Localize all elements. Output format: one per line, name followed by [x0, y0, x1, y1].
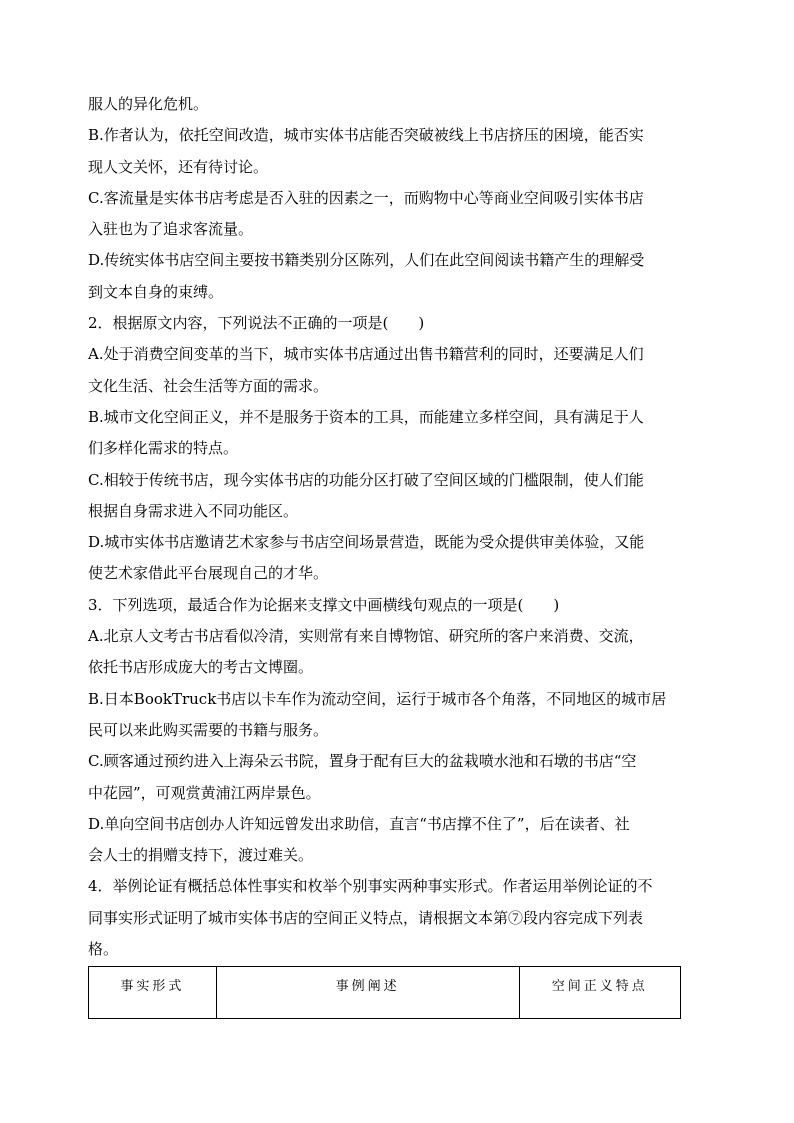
- text-line: D.传统实体书店空间主要按书籍类别分区陈列，人们在此空间阅读书籍产生的理解受: [88, 251, 645, 270]
- text-line: 现人文关怀，还有待讨论。: [88, 157, 269, 176]
- text-line: D.城市实体书店邀请艺术家参与书店空间场景营造，既能为受众提供审美体验，又能: [88, 533, 645, 552]
- text-line: D.单向空间书店创办人许知远曾发出求助信，直言“书店撑不住了”，后在读者、社: [88, 814, 630, 833]
- text-line: B.日本BookTruck书店以卡车作为流动空间，运行于城市各个角落，不同地区的城市居: [88, 689, 667, 708]
- text-line: B.城市文化空间正义，并不是服务于资本的工具，而能建立多样空间，具有满足于人: [88, 407, 644, 426]
- text-line: A.北京人文考古书店看似冷清，实则常有来自博物馆、研究所的客户来消费、交流，: [88, 627, 644, 646]
- text-line: 到文本自身的束缚。: [88, 282, 224, 301]
- text-line: C.相较于传统书店，现今实体书店的功能分区打破了空间区域的门槛限制，使人们能: [88, 470, 644, 489]
- text-line: 民可以来此购买需要的书籍与服务。: [88, 720, 329, 739]
- text-line: A.处于消费空间变革的当下，城市实体书店通过出售书籍营利的同时，还要满足人们: [88, 345, 644, 364]
- header-fact-form: 事实形式: [89, 967, 217, 1019]
- answer-table: [88, 966, 681, 1019]
- question-text: [88, 89, 703, 965]
- text-line: 服人的异化危机。: [88, 95, 209, 113]
- text-line: C.客流量是实体书店考虑是否入驻的因素之一，而购物中心等商业空间吸引实体书店: [88, 188, 644, 207]
- header-example-description: 事例阐述: [216, 967, 519, 1019]
- text-line: 4．举例论证有概括总体性事实和枚举个别事实两种事实形式。作者运用举例论证的不: [88, 877, 653, 896]
- text-line: 根据自身需求进入不同功能区。: [88, 501, 299, 520]
- header-spatial-justice-feature: 空间正义特点: [519, 967, 680, 1019]
- text-line: 使艺术家借此平台展现自己的才华。: [88, 564, 329, 583]
- text-line: 中花园”，可观赏黄浦江两岸景色。: [88, 783, 321, 802]
- text-line: 会人士的捐赠支持下，渡过难关。: [88, 846, 314, 865]
- text-line: C.顾客通过预约进入上海朵云书院，置身于配有巨大的盆栽喷水池和石墩的书店“空: [88, 752, 637, 771]
- text-line: 格。: [88, 940, 119, 959]
- text-line: 入驻也为了追求客流量。: [88, 220, 254, 239]
- text-line: 依托书店形成庞大的考古文博圈。: [88, 658, 314, 677]
- text-line: 3．下列选项，最适合作为论据来支撑文中画横线句观点的一项是( ): [88, 595, 560, 614]
- table-header-row: [89, 967, 681, 1019]
- text-line: 文化生活、社会生活等方面的需求。: [88, 376, 329, 395]
- text-line: 同事实形式证明了城市实体书店的空间正义特点，请根据文本第⑦段内容完成下列表: [88, 908, 644, 927]
- text-line: B.作者认为，依托空间改造，城市实体书店能否突破被线上书店挤压的困境，能否实: [88, 126, 644, 145]
- text-line: 2．根据原文内容，下列说法不正确的一项是( ): [88, 314, 425, 333]
- text-line: 们多样化需求的特点。: [88, 439, 239, 458]
